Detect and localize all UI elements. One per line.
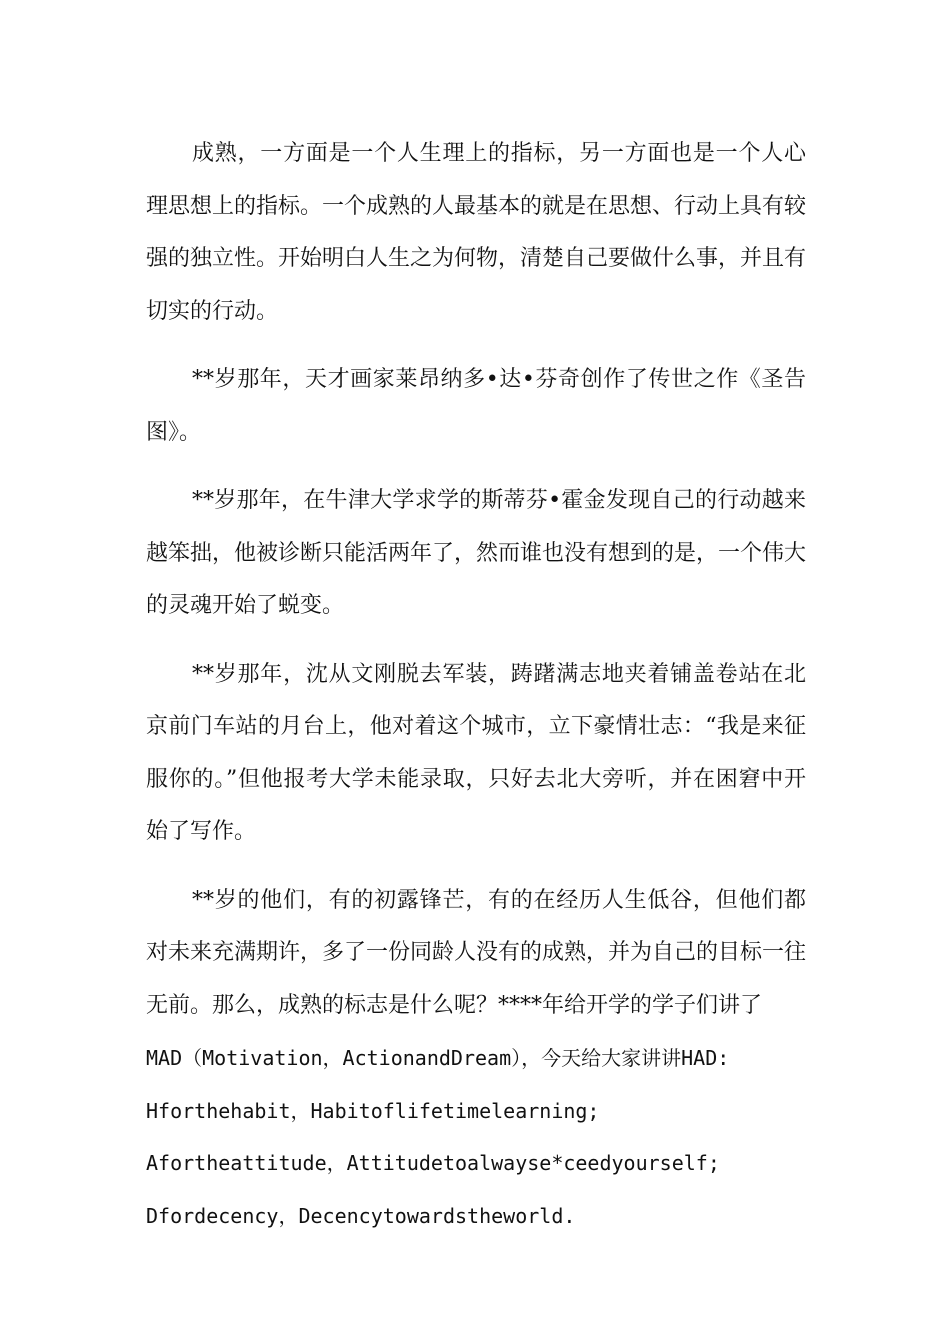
english-line-habit: Hforthehabit，Habitoflifetimelearning; — [146, 1098, 600, 1123]
english-line-mad: MAD（Motivation，ActionandDream），今天给大家讲讲HAD: — [146, 1046, 730, 1070]
english-line-attitude: Afortheattitude，Attitudetoalwayse*ceedyourself; — [146, 1151, 720, 1175]
paragraph-davinci: **岁那年，天才画家莱昂纳多•达•芬奇创作了传世之作《圣告图》。 — [146, 367, 806, 445]
document-body — [146, 128, 806, 1242]
paragraph-conclusion: **岁的他们，有的初露锋芒，有的在经历人生低谷，但他们都对未来充满期许，多了一份同龄人没有的成熟，并为自己的目标一往无前。那么，成熟的标志是什么呢？****年给开学的学子们讲了 — [146, 887, 807, 1018]
paragraph-hawking: **岁那年，在牛津大学求学的斯蒂芬•霍金发现自己的行动越来越笨拙，他被诊断只能活两年了，然而谁也没有想到的是，一个伟大的灵魂开始了蜕变。 — [146, 488, 807, 618]
english-line-decency: Dfordecency，Decencytowardstheworld. — [146, 1203, 576, 1228]
paragraph-maturity: 成熟，一方面是一个人生理上的指标，另一方面也是一个人心理思想上的指标。一个成熟的人最基本的就是在思想、行动上具有较强的独立性。开始明白人生之为何物，清楚自己要做什么事，并且有切实的行动。 — [146, 141, 807, 324]
paragraph-shen-congwen: **岁那年，沈从文刚脱去军装，踌躇满志地夹着铺盖卷站在北京前门车站的月台上，他对着这个城市，立下豪情壮志：“我是来征服你的。”但他报考大学未能录取，只好去北大旁听，并在困窘中开始了写作。 — [146, 661, 806, 844]
